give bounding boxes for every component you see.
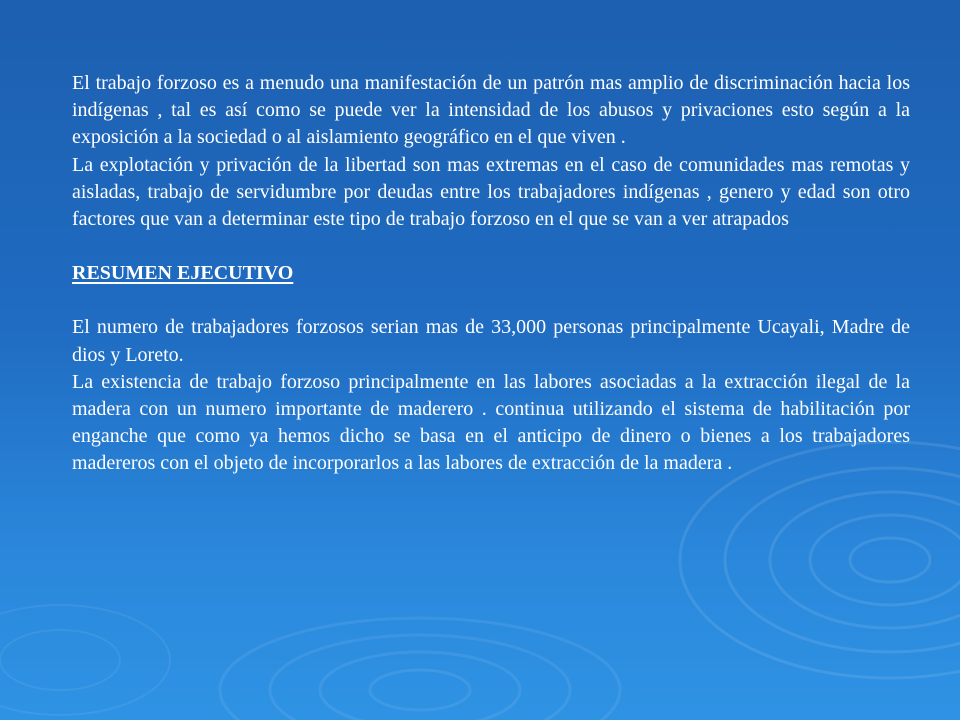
paragraph-illegal-logging: La existencia de trabajo forzoso principalmente en las labores asociadas a la extracción ilegal de la madera con un numero importante de maderero . continua utilizando el sistema de habilitación por enganche que como ya hemos dicho se basa en el anticipo de dinero o bienes a los trabajadores madereros con el objeto de incorporarlos a las labores de extracción de la madera . [72,370,910,475]
paragraph-number-of-workers: El numero de trabajadores forzosos serian mas de 33,000 personas principalmente Ucayali, Madre de dios y Loreto. [72,316,910,366]
spacer [72,233,910,260]
paragraph-forced-labor-discrimination: El trabajo forzoso es a menudo una manifestación de un patrón mas amplio de discriminación hacia los indígenas , tal es así como se puede ver la intensidad de los abusos y privaciones esto según a la exposición a la sociedad o al aislamiento geográfico en el que viven . [72,72,910,149]
section-heading-executive-summary: RESUMEN EJECUTIVO [72,262,294,285]
slide-text-body [72,70,910,478]
spacer [72,287,910,314]
paragraph-exploitation-remote-communities: La explotación y privación de la libertad son mas extremas en el caso de comunidades mas remotas y aisladas, trabajo de servidumbre por deudas entre los trabajadores indígenas , genero y edad son otro factores que van a determinar este tipo de trabajo forzoso en el que se van a ver atrapados [72,153,910,231]
